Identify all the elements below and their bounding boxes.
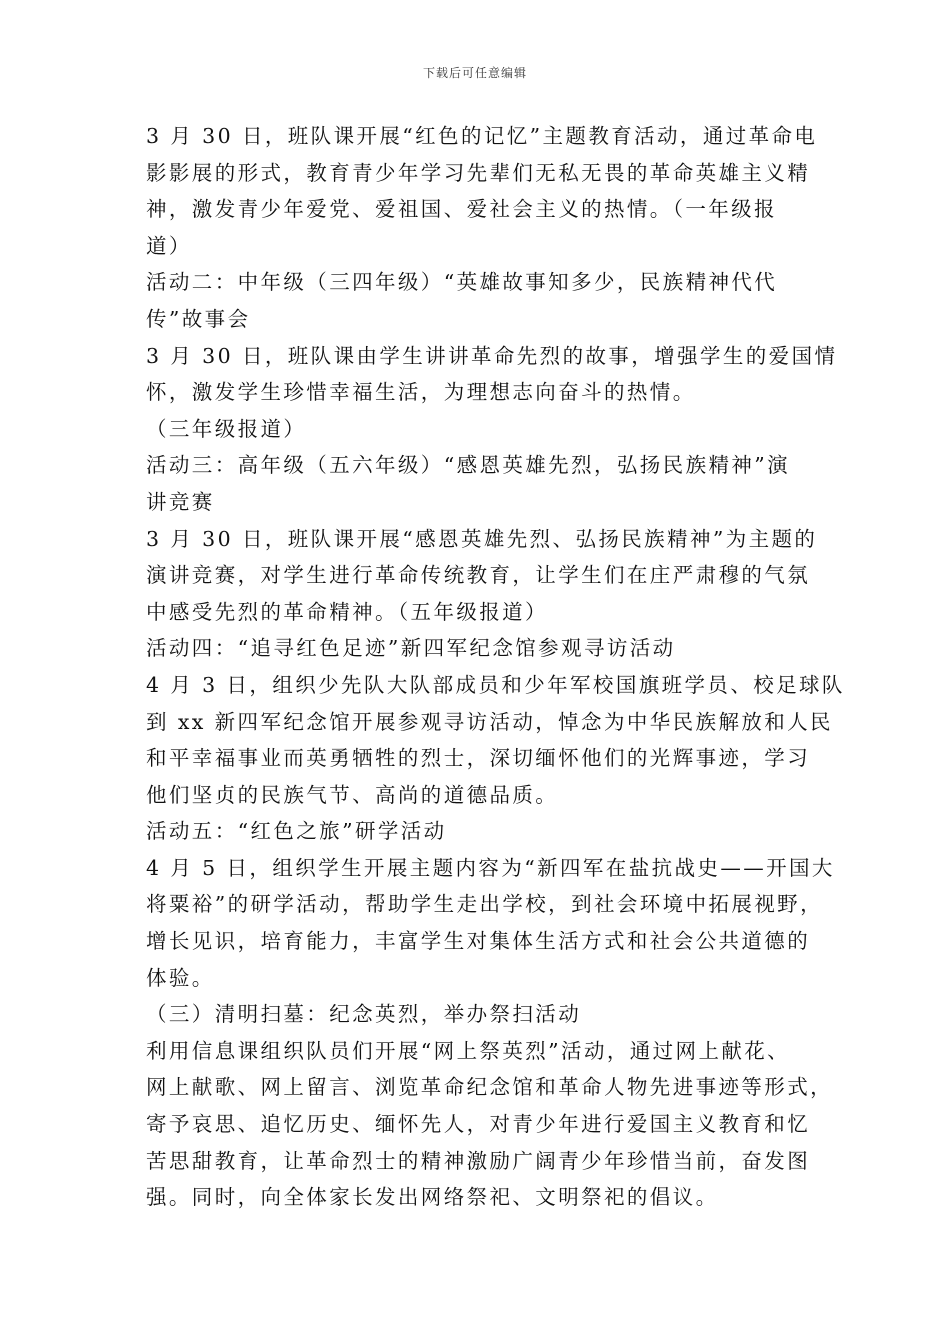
text-line: 将粟裕”的研学活动，帮助学生走出学校，到社会环境中拓展视野， [146,892,823,917]
text-line: 道） [146,233,192,258]
section-heading: 传”故事会 [146,306,251,331]
document-body [146,118,845,1216]
text-line: 3 月 30 日，班队课开展“感恩英雄先烈、弘扬民族精神”为主题的 [146,526,818,551]
text-line: 3 月 30 日，班队课开展“红色的记忆”主题教育活动，通过革命电 [146,124,818,148]
text-line: 寄予哀思、追忆历史、缅怀先人，对青少年进行爱国主义教育和忆 [146,1112,811,1137]
text-line: 中感受先烈的革命精神。（五年级报道） [146,599,548,624]
text-line: 增长见识，培育能力，丰富学生对集体生活方式和社会公共道德的 [146,929,811,954]
section-heading: 活动四：“追寻红色足迹”新四军纪念馆参观寻访活动 [146,636,676,661]
section-heading: （三）清明扫墓：纪念英烈，举办祭扫活动 [146,1002,582,1027]
text-line: 4 月 3 日，组织少先队大队部成员和少年军校国旗班学员、校足球队 [146,672,845,697]
text-line: 他们坚贞的民族气节、高尚的道德品质。 [146,782,559,807]
section-heading: 活动五：“红色之旅”研学活动 [146,819,447,844]
text-line: 体验。 [146,965,215,990]
page-header: 下载后可任意编辑 [422,66,527,80]
text-line: 利用信息课组织队员们开展“网上祭英烈”活动，通过网上献花、 [146,1038,791,1063]
text-line: 网上献歌、网上留言、浏览革命纪念馆和革命人物先进事迹等形式， [146,1075,833,1100]
text-line: （三年级报道） [146,416,307,441]
text-line: 怀，激发学生珍惜幸福生活，为理想志向奋斗的热情。 [146,380,696,405]
text-line: 3 月 30 日，班队课由学生讲讲革命先烈的故事，增强学生的爱国情 [146,343,838,368]
text-line: 苦思甜教育，让革命烈士的精神激励广阔青少年珍惜当前，奋发图 [146,1148,811,1173]
text-line: 和平幸福事业而英勇牺牲的烈士，深切缅怀他们的光辉事迹，学习 [146,746,811,771]
text-line: 神，激发青少年爱党、爱祖国、爱社会主义的热情。（一年级报 [146,197,777,222]
section-heading: 活动二：中年级（三四年级）“英雄故事知多少，民族精神代代 [146,270,778,295]
section-heading: 活动三：高年级（五六年级）“感恩英雄先烈，弘扬民族精神”演 [146,453,791,478]
section-heading: 讲竞赛 [146,489,215,514]
text-line: 到 xx 新四军纪念馆开展参观寻访活动，悼念为中华民族解放和人民 [146,709,833,734]
text-line: 4 月 5 日，组织学生开展主题内容为“新四军在盐抗战史——开国大 [146,855,835,880]
text-line: 影影展的形式，教育青少年学习先辈们无私无畏的革命英雄主义精 [146,160,811,185]
text-line: 强。同时，向全体家长发出网络祭祀、文明祭祀的倡议。 [146,1185,719,1210]
text-line: 演讲竞赛，对学生进行革命传统教育，让学生们在庄严肃穆的气氛 [146,563,811,588]
